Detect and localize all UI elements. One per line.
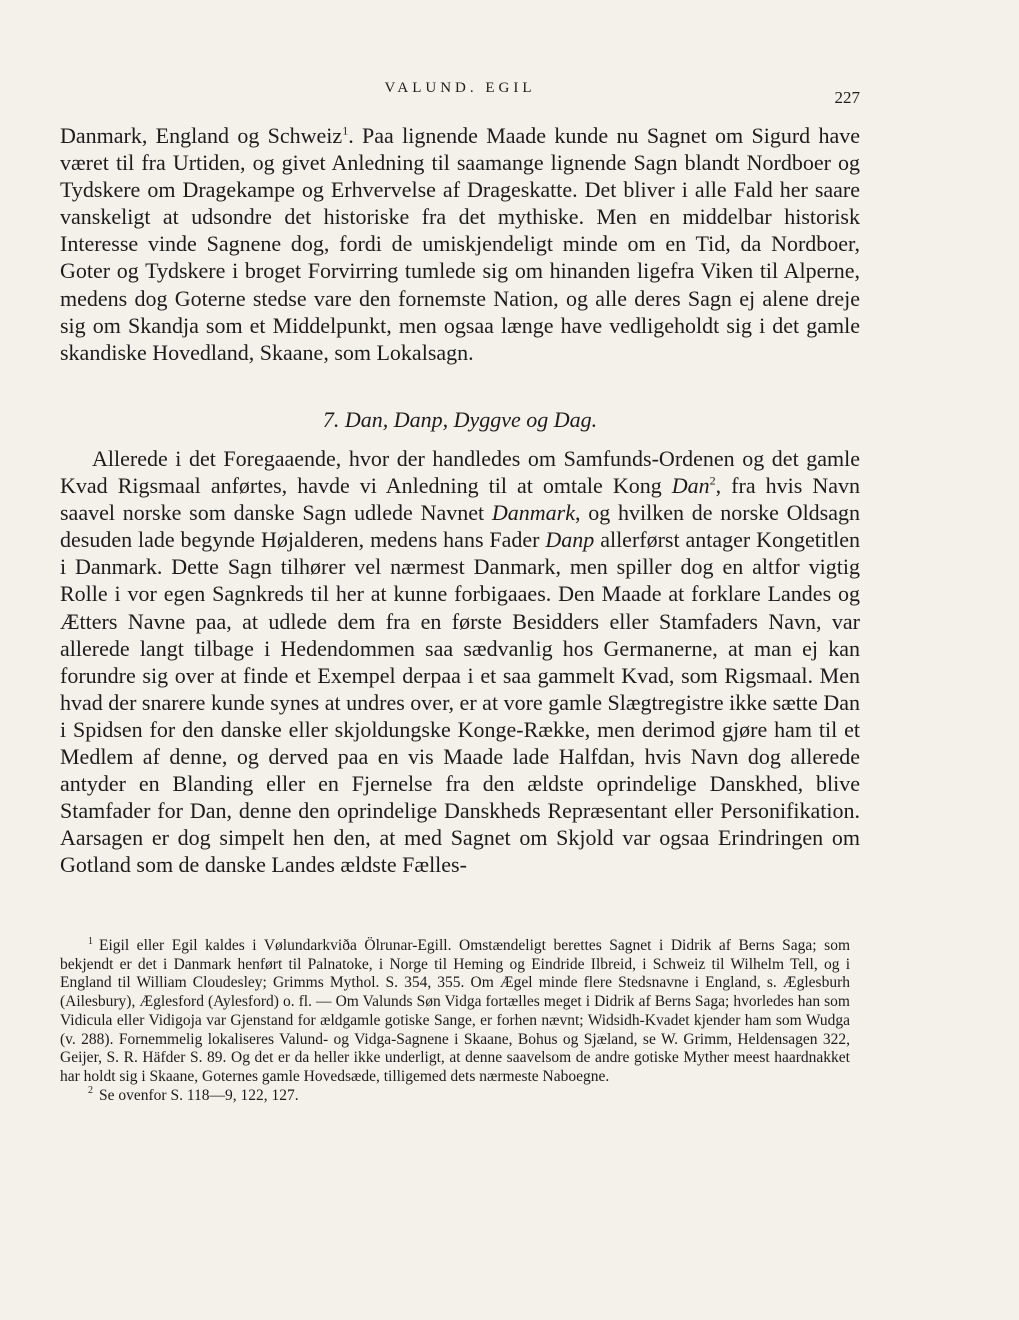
footnote-ref-2: 2: [709, 473, 716, 488]
para2-start: Allerede i det Foregaaende, hvor der handledes om Samfunds-Ordenen og det gamle Kvad Rigsmaal anførtes, havde vi Anledning til at omtale Kong: [60, 445, 860, 499]
footnotes: [60, 937, 850, 1105]
footnote-mark-2: 2: [88, 1085, 93, 1097]
para2-part-b: , fra hvis Navn saavel norske som danske Sagn udlede Navnet: [60, 473, 860, 526]
name-dan: Dan: [671, 473, 710, 499]
section-heading: 7. Dan, Danp, Dyggve og Dag.: [322, 406, 598, 432]
para2-part-d: allerførst antager Kongetitlen i Danmark. Dette Sagn tilhører vel nærmest Danmark, men spiller dog en altfor vigtig Rolle i vor egen Sagnkreds til her at kunne forbigaaes. Den Maade at forklare Landes og Ætters Navne paa, at udlede dem fra en første Besidders eller Stamfaders Navn, var allerede langt tilbage i Hedendommen saa sædvanlig hos Germanerne, at man ej kan forundre sig over at finde et Exempel derpaa i et saa gammelt Kvad, som Rigsmaal. Men hvad der snarere kunde synes at undres over, er at vore gamle Slægtregistre ikke sætte Dan i Spidsen for den danske eller skjoldungske Konge-Række, men derimod gjøre ham til et Medlem af denne, og derved paa en vis Maade lade Halfdan, hvis Navn dog allerede antyder en Blanding eller en Fjernelse fra den ældste oprindelige Danskhed, blive Stamfader for Dan, denne den oprindelige Danskheds Repræsentant eller Personifikation. Aarsagen er dog simpelt hen den, at med Sagnet om Skjold var ogsaa Erindringen om Gotland som de danske Landes ældste Fælles-: [60, 527, 860, 878]
name-danmark: Danmark: [491, 500, 575, 526]
footnote-text-2: Se ovenfor S. 118—9, 122, 127.: [99, 1086, 299, 1104]
para1-rest: . Paa lignende Maade kunde nu Sagnet om Sigurd have været til fra Urtiden, og givet Anledning til saamange lignende Sagn blandt Nordboer og Tydskere om Dragekampe og Erhvervelse af Drageskatte. Det bliver i alle Fald her saare vanskeligt at udsondre det historiske fra det mythiske. Men en middelbar historisk Interesse vinde Sagnene dog, fordi de umiskjendeligt minde om en Tid, da Nordboer, Goter og Tydskere i broget Forvirring tumlede sig om hinanden ligefra Viken til Alperne, medens dog Goterne stedse vare den fornemste Nation, og alle deres Sagn ej alene dreje sig om Skandja som et Middelpunkt, men ogsaa længe have vedligeholdt sig i det gamle skandiske Hovedland, Skaane, som Lokalsagn.: [60, 123, 860, 365]
page-number: 227: [834, 88, 860, 107]
para1-start: Danmark, England og Schweiz: [60, 123, 343, 148]
footnote-2: [60, 1087, 850, 1106]
paragraph-1: [60, 122, 860, 366]
footnote-1: [60, 937, 850, 1087]
page-header: [60, 80, 860, 110]
running-title: VALUND. EGIL: [384, 80, 536, 96]
paragraph-2: [60, 445, 860, 879]
footnote-text-1: Eigil eller Egil kaldes i Vølundarkviða Ölrunar-Egill. Omstændeligt berettes Sagnet i Didrik af Berns Saga; som bekjendt er det i Danmark henført til Palnatoke, i Norge til Heming og Eindride Ilbreid, i Schweiz til Wilhelm Tell, og i England til William Cloudesley; Grimms Mythol. S. 354, 355. Om Ægel minde flere Stedsnavne i England, s. Æglesburh (Ailesbury), Æglesford (Aylesford) o. fl. — Om Valunds Søn Vidga fortælles meget i Didrik af Berns Saga; hvorledes han som Vidicula eller Vidigoja var Gjenstand for ældgamle gotiske Sange, er forhen nævnt; Widsidh-Kvadet kjender ham som Wudga (v. 288). Fornemmelig lokaliseres Valund- og Vidga-Sagnene i Skaane, Bohus og Sjæland, se W. Grimm, Heldensagen 322, Geijer, S. R. Häfder S. 89. Og det er da heller ikke underligt, at denne saavelsom de andre gotiske Myther meest haardnakket har holdt sig i Skaane, Goternes gamle Hovedsæde, tilligemed dets nærmeste Naboegne.: [60, 937, 850, 1085]
main-text: [60, 122, 860, 878]
footnote-ref-1: 1: [342, 123, 349, 138]
name-danp: Danp: [545, 527, 595, 553]
para2-part-c: , og hvilken de norske Oldsagn desuden lade begynde Højalderen, medens hans Fader: [60, 500, 861, 553]
footnote-mark-1: 1: [88, 935, 93, 947]
